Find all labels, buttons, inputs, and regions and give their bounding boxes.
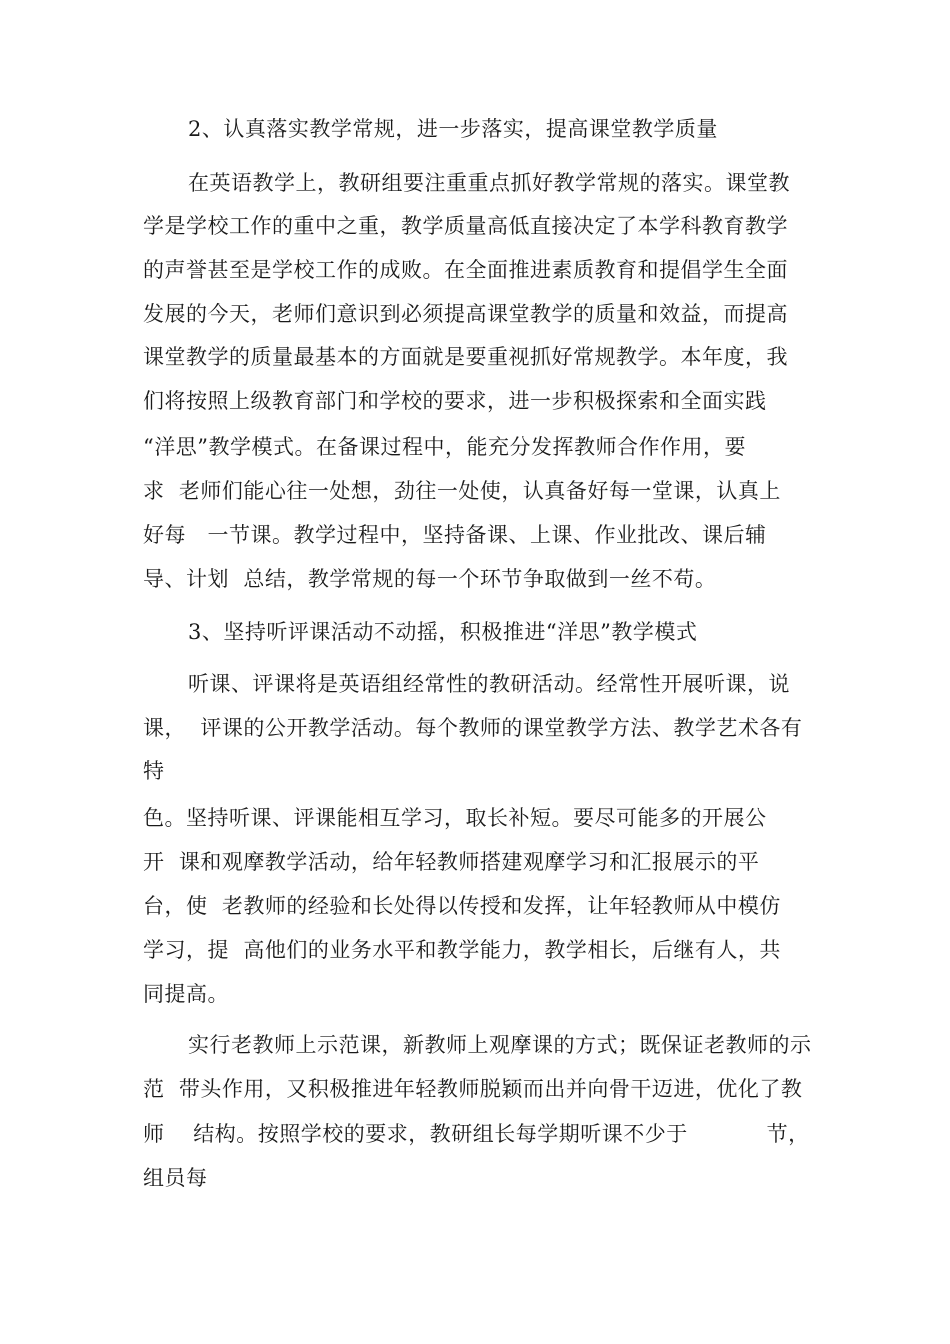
section-3-heading: 3、坚持听评课活动不动摇，积极推进“洋思”教学模式: [188, 620, 698, 644]
paragraph-line: 实行老教师上示范课，新教师上观摩课的方式；既保证老教师的示: [188, 1033, 812, 1057]
paragraph-line: 师 结构。按照学校的要求，教研组长每学期听课不少于 节，: [143, 1122, 810, 1146]
paragraph-line: 色。坚持听课、评课能相互学习，取长补短。要尽可能多的开展公: [143, 806, 767, 830]
paragraph-line: 同提高。: [143, 982, 229, 1006]
paragraph-line: 导、计划 总结，教学常规的每一个环节争取做到一丝不苟。: [143, 567, 717, 591]
paragraph-line: 课堂教学的质量最基本的方面就是要重视抓好常规教学。本年度，我: [143, 345, 788, 369]
paragraph-line: “洋思”教学模式。在备课过程中，能充分发挥教师合作作用，要: [143, 435, 746, 459]
paragraph-line: 在英语教学上，教研组要注重重点抓好教学常规的落实。课堂教: [188, 171, 790, 195]
paragraph-line: 求 老师们能心往一处想，劲往一处使，认真备好每一堂课，认真上: [143, 479, 781, 503]
paragraph-line: 特: [143, 759, 165, 783]
paragraph-line: 的声誉甚至是学校工作的成败。在全面推进素质教育和提倡学生全面: [143, 258, 788, 282]
paragraph-line: 开 课和观摩教学活动，给年轻教师搭建观摩学习和汇报展示的平: [143, 850, 760, 874]
paragraph-line: 范 带头作用，又积极推进年轻教师脱颖而出并向骨干迈进，优化了教: [143, 1077, 803, 1101]
paragraph-line: 台，使 老教师的经验和长处得以传授和发挥，让年轻教师从中模仿: [143, 894, 781, 918]
paragraph-line: 发展的今天，老师们意识到必须提高课堂教学的质量和效益，而提高: [143, 302, 788, 326]
paragraph-line: 组员每: [143, 1166, 208, 1190]
paragraph-line: 学是学校工作的重中之重，教学质量高低直接决定了本学科教育教学: [143, 214, 788, 238]
paragraph-line: 听课、评课将是英语组经常性的教研活动。经常性开展听课，说: [188, 672, 790, 696]
paragraph-line: 课， 评课的公开教学活动。每个教师的课堂教学方法、教学艺术各有: [143, 716, 803, 740]
paragraph-line: 们将按照上级教育部门和学校的要求，进一步积极探索和全面实践: [143, 389, 767, 413]
paragraph-line: 学习，提 高他们的业务水平和教学能力，教学相长，后继有人，共: [143, 938, 781, 962]
paragraph-line: 好每 一节课。教学过程中，坚持备课、上课、作业批改、课后辅: [143, 523, 767, 547]
section-2-heading: 2、认真落实教学常规，进一步落实，提高课堂教学质量: [188, 117, 718, 141]
